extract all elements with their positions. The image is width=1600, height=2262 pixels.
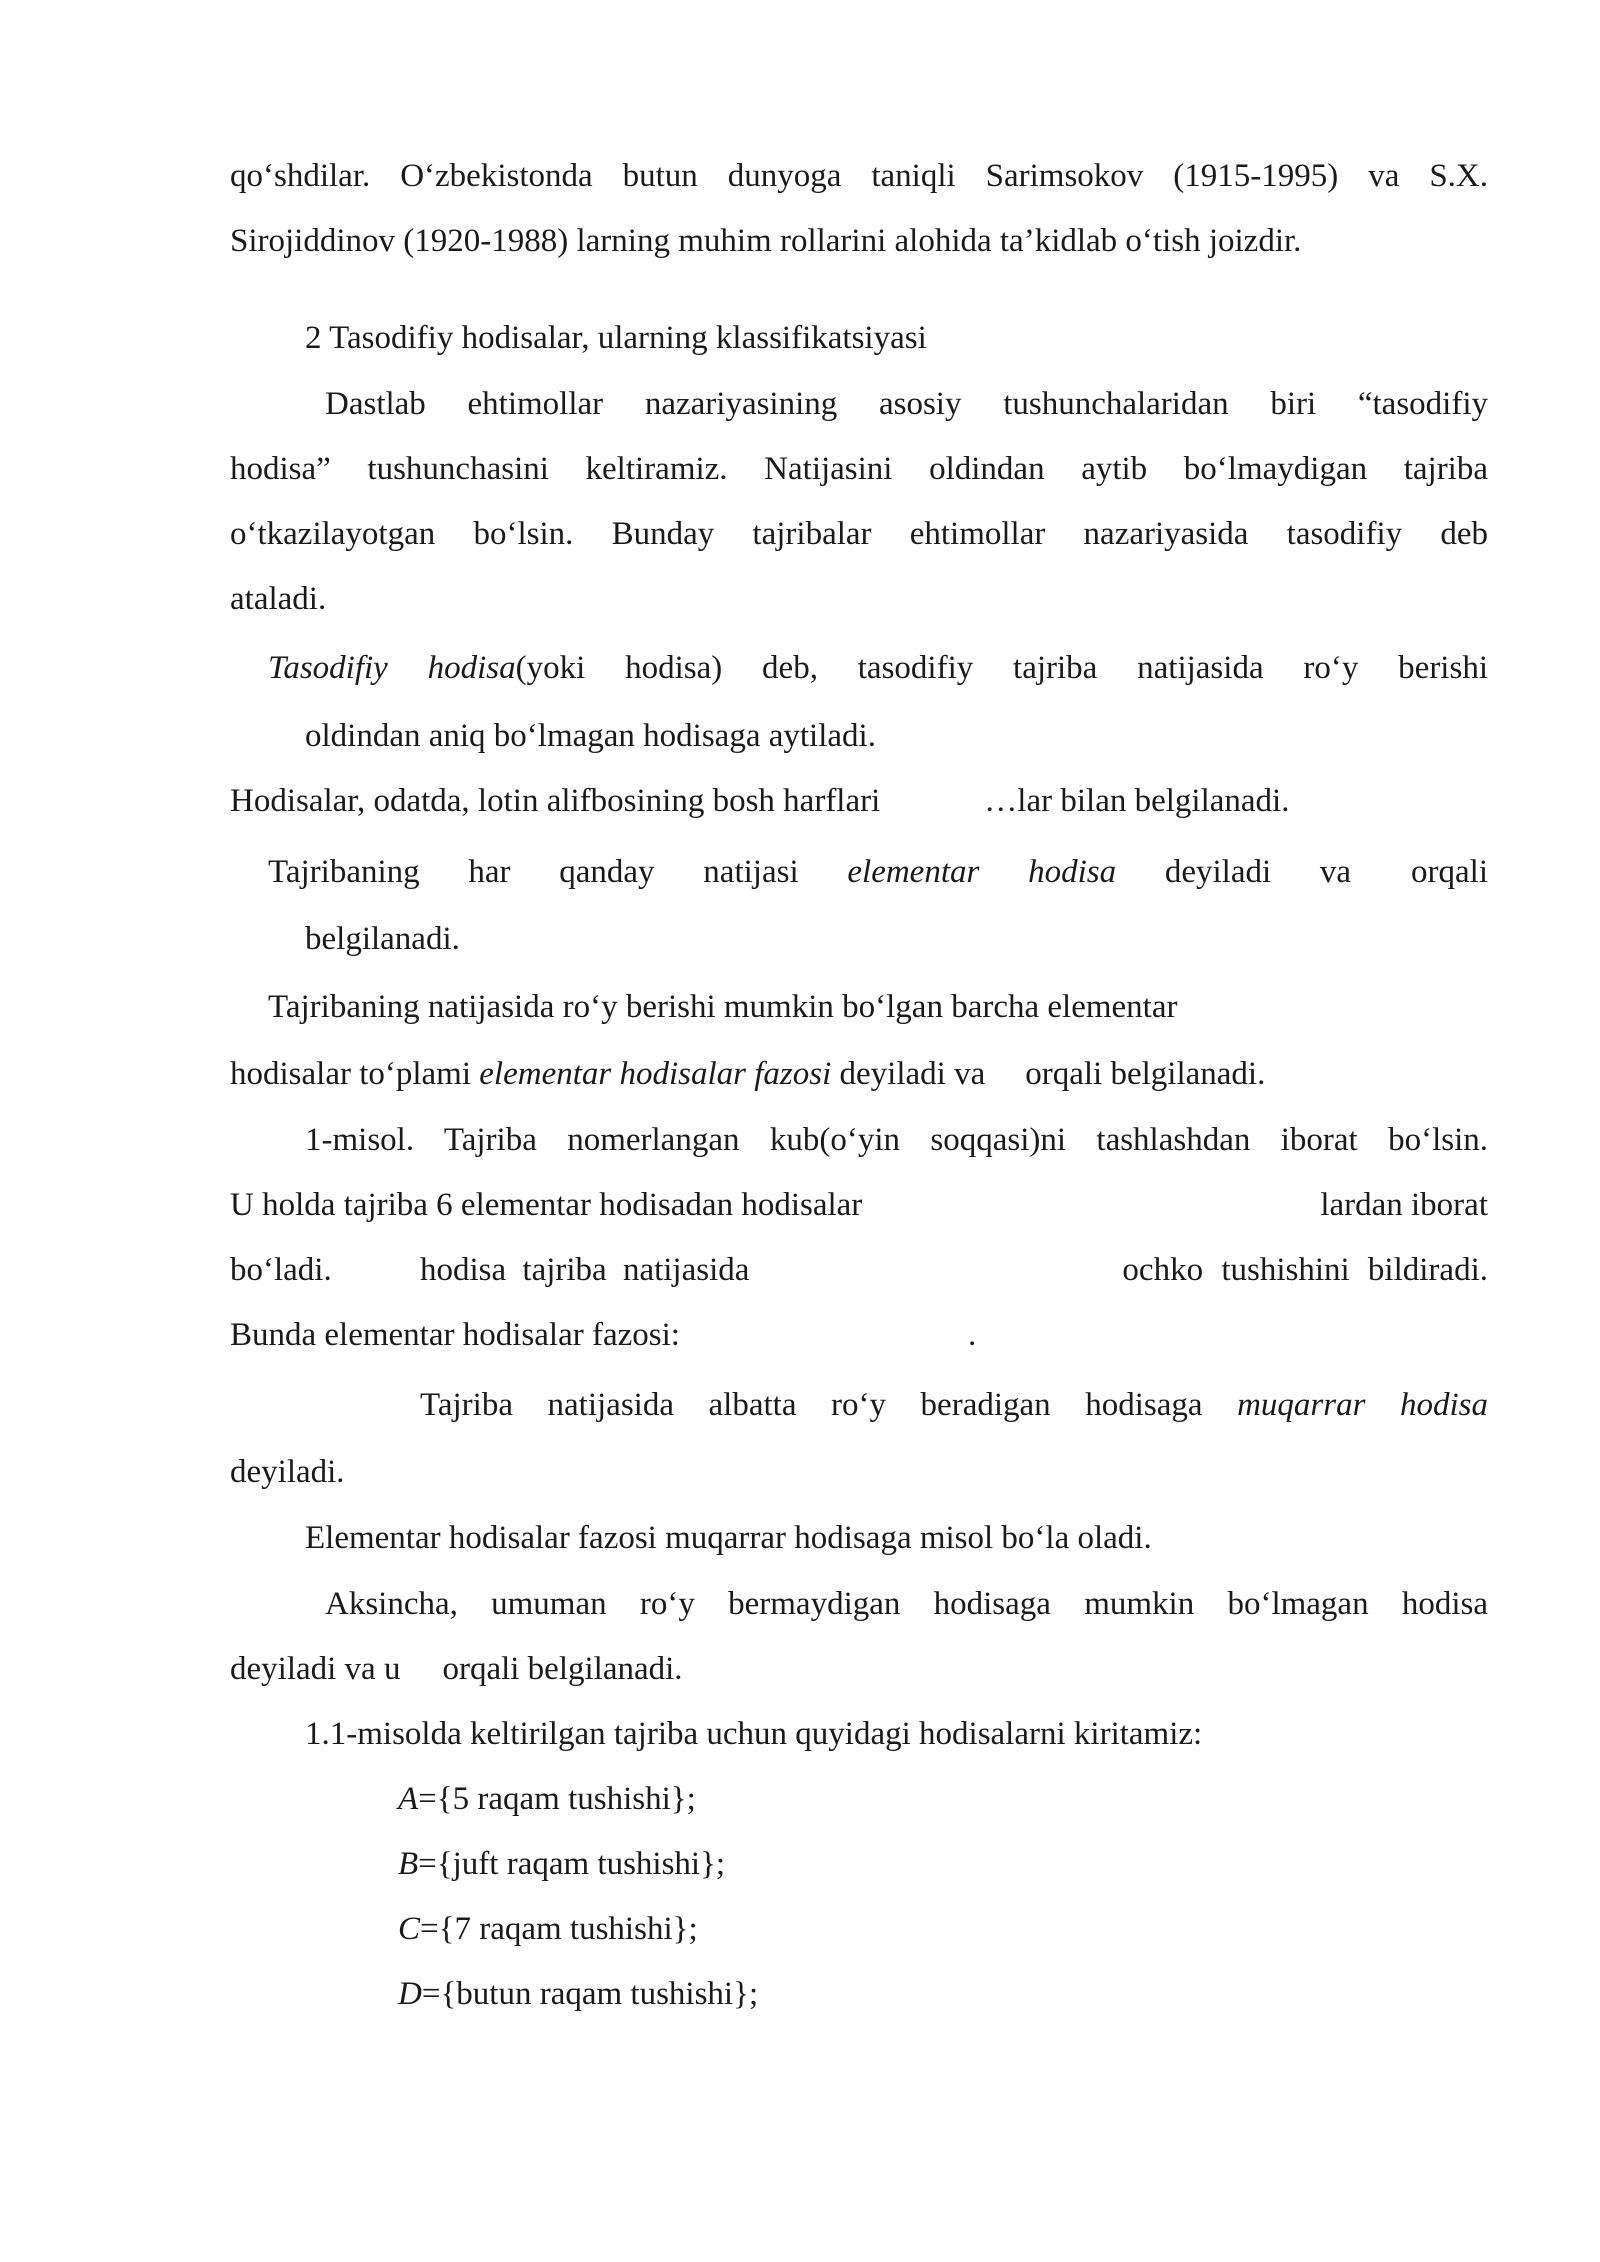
definition-line [230, 987, 1488, 1027]
section-heading: 2 Tasodifiy hodisalar, ularning klassifikatsiyasi [305, 320, 927, 356]
paragraph-text: Hodisalar, odatda, lotin alifbosining bosh harflari [230, 783, 881, 819]
paragraph-line: Aksincha, umuman ro‘y bermaydigan hodisaga mumkin bo‘lmagan hodisa [325, 1586, 1488, 1622]
paragraph-line: hodisa” tushunchasini keltiramiz. Natijasini oldindan aytib bo‘lmaydigan tajriba [230, 451, 1488, 487]
paragraph-line: 1.1-misolda keltirilgan tajriba uchun quyidagi hodisalarni kiritamiz: [305, 1716, 1203, 1752]
definition-line [230, 852, 1488, 892]
paragraph-text: orqali belgilanadi. [442, 1651, 683, 1687]
paragraph-line [230, 781, 1488, 821]
event-line [398, 1779, 1198, 1819]
paragraph-line: ataladi. [230, 581, 327, 617]
event-text: ={juft raqam tushishi}; [418, 1846, 726, 1882]
event-line [398, 1844, 1198, 1884]
definition-text: Tajribaning har qanday natijasi [268, 854, 799, 890]
definition-line [230, 1054, 1488, 1094]
event-text: ={5 raqam tushishi}; [418, 1781, 696, 1817]
event-name: A [398, 1781, 419, 1817]
event-name: D [398, 1976, 422, 2012]
definition-line [230, 648, 1488, 688]
example-text: bo‘ladi. [230, 1252, 332, 1288]
example-text: lardan iborat [1320, 1187, 1488, 1223]
example-text: hodisa tajriba natijasida [420, 1252, 750, 1288]
example-line [230, 1185, 1488, 1225]
definition-text: Tajriba natijasida albatta ro‘y beradigan hodisaga muqarrar hodisa [420, 1387, 1488, 1423]
term-elementar-hodisalar-fazosi: elementar hodisalar fazosi [479, 1056, 832, 1092]
term-elementar-hodisa: elementar hodisa [847, 854, 1117, 890]
term-tasodifiy-hodisa: Tasodifiy hodisa [268, 650, 516, 686]
definition-text: Tajribaning natijasida ro‘y berishi mumkin bo‘lgan barcha elementar [268, 989, 1178, 1025]
event-name: B [398, 1846, 419, 1882]
example-text: . [968, 1317, 977, 1353]
definition-text: deyiladi va [839, 1056, 986, 1092]
paragraph-line: qo‘shdilar. O‘zbekistonda butun dunyoga taniqli Sarimsokov (1915-1995) va S.X. [230, 158, 1488, 194]
paragraph-text: deyiladi va u [230, 1651, 401, 1687]
paragraph-line: Elementar hodisalar fazosi muqarrar hodisaga misol bo‘la oladi. [305, 1520, 1152, 1556]
paragraph-line: Sirojiddinov (1920-1988) larning muhim rollarini alohida ta’kidlab o‘tish joizdir. [230, 223, 1302, 259]
event-name: C [398, 1911, 421, 1947]
definition-line: oldindan aniq bo‘lmagan hodisaga aytiladi. [305, 718, 876, 754]
event-line [398, 1909, 1198, 1949]
definition-text: (yoki hodisa) deb, tasodifiy tajriba natijasida ro‘y berishi [515, 650, 1488, 686]
example-line: 1-misol. Tajriba nomerlangan kub(o‘yin soqqasi)ni tashlashdan iborat bo‘lsin. [305, 1122, 1488, 1158]
definition-text: orqali [1411, 854, 1489, 890]
definition-line: deyiladi. [230, 1454, 345, 1490]
paragraph-line: o‘tkazilayotgan bo‘lsin. Bunday tajribalar ehtimollar nazariyasida tasodifiy deb [230, 516, 1488, 552]
event-text: ={butun raqam tushishi}; [421, 1976, 759, 2012]
event-line [398, 1974, 1198, 2014]
example-text: U holda tajriba 6 elementar hodisadan hodisalar [230, 1187, 863, 1223]
paragraph-line: Dastlab ehtimollar nazariyasining asosiy tushunchalaridan biri “tasodifiy [325, 386, 1488, 422]
paragraph-line [230, 1649, 1488, 1689]
example-line [230, 1315, 1488, 1355]
example-text: Bunda elementar hodisalar fazosi: [230, 1317, 680, 1353]
definition-text: hodisalar to‘plami [230, 1056, 472, 1092]
paragraph-text: …lar bilan belgilanadi. [984, 783, 1290, 819]
definition-line [305, 1385, 1488, 1425]
definition-line: belgilanadi. [305, 921, 460, 957]
definition-text: deyiladi va [1164, 854, 1352, 890]
example-line [230, 1250, 1488, 1290]
definition-text: orqali belgilanadi. [1025, 1056, 1266, 1092]
event-text: ={7 raqam tushishi}; [420, 1911, 698, 1947]
term-muqarrar-hodisa: muqarrar hodisa [1237, 1387, 1488, 1423]
example-text: ochko tushishini bildiradi. [1122, 1252, 1488, 1288]
